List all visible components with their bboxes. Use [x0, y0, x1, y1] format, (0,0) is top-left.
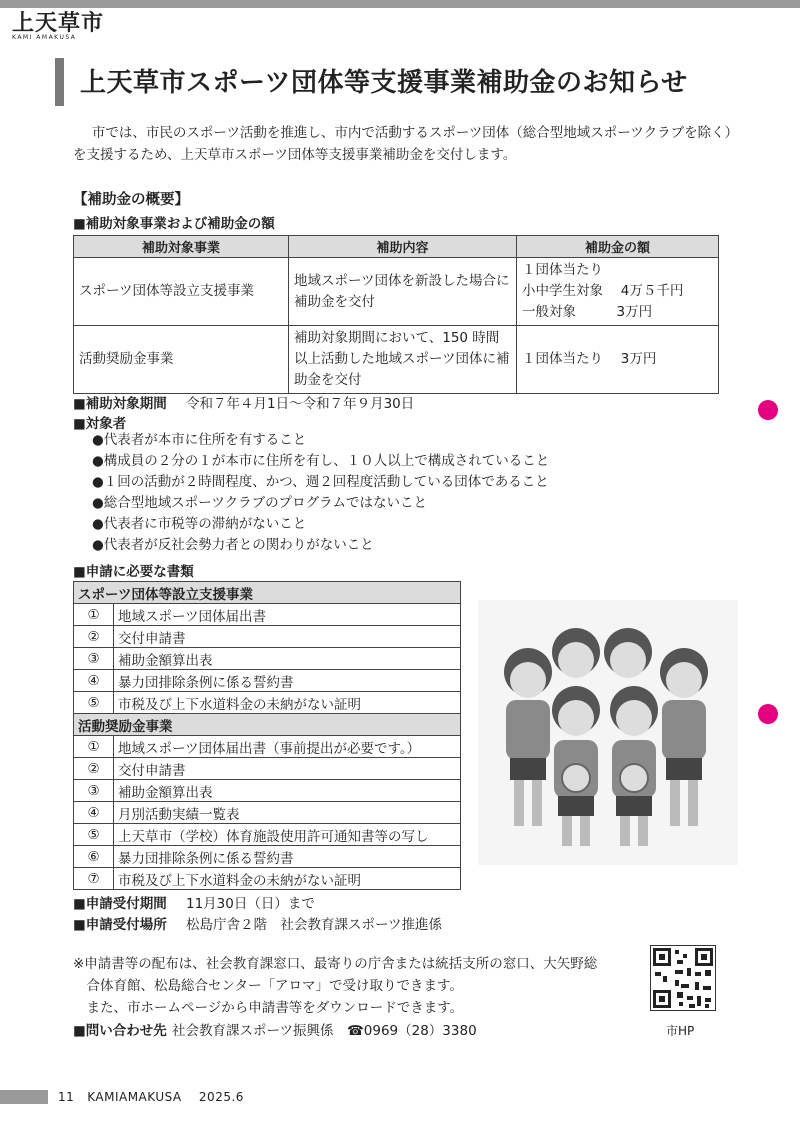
note-line: ※申請書等の配布は、社会教育課窓口、最寄りの庁舎または統括支所の窓口、大矢野総 [73, 956, 598, 972]
qr-code-icon[interactable] [650, 945, 716, 1011]
table-row [74, 326, 719, 394]
table-row [74, 868, 461, 890]
amount-line: 小中学生対象 4万５千円 [522, 283, 684, 299]
overview-heading: 【補助金の概要】 [73, 192, 189, 208]
doc-group-title: スポーツ団体等設立支援事業 [74, 582, 461, 604]
doc-num: ② [74, 758, 114, 780]
grant-amount [517, 326, 719, 394]
grant-col-content: 補助内容 [289, 236, 517, 258]
place-value: 松島庁舎２階 社会教育課スポーツ推進係 [186, 917, 442, 933]
amount-line: １団体当たり 3万円 [522, 351, 657, 367]
table-row [74, 714, 461, 736]
doc-num: ① [74, 604, 114, 626]
table-row [74, 758, 461, 780]
intro-paragraph: 市では、市民のスポーツ活動を推進し、市内で活動するスポーツ団体（総合型地域スポーツクラブを除く）を支援するため、上天草市スポーツ団体等支援事業補助金を交付します。 [73, 125, 732, 163]
distribution-note [73, 953, 633, 1019]
deadline-label: ■申請受付期間 [73, 896, 167, 912]
doc-group-title: 活動奨励金事業 [74, 714, 461, 736]
title-accent-bar [55, 58, 64, 106]
page-footer [58, 1090, 244, 1104]
eligibility-heading: ■対象者 [73, 416, 127, 432]
doc-num: ⑦ [74, 868, 114, 890]
magazine-name: KAMIAMAKUSA [87, 1090, 182, 1104]
table-row [74, 604, 461, 626]
documents-heading: ■申請に必要な書類 [73, 564, 194, 580]
doc-text: 交付申請書 [114, 626, 461, 648]
period-label: ■補助対象期間 [73, 396, 167, 412]
grant-table-header [74, 236, 719, 258]
doc-text: 補助金額算出表 [114, 780, 461, 802]
doc-num: ④ [74, 670, 114, 692]
doc-num: ⑤ [74, 692, 114, 714]
qr-label: 市HP [666, 1024, 695, 1038]
list-item: ●代表者が反社会勢力者との関わりがないこと [92, 537, 374, 553]
issue-date: 2025.6 [198, 1090, 244, 1104]
grant-content: 補助対象期間において、150 時間以上活動した地域スポーツ団体に補助金を交付 [289, 326, 517, 394]
eligibility-list [92, 430, 549, 556]
list-item: ●代表者が本市に住所を有すること [92, 432, 307, 448]
list-item: ●１回の活動が２時間程度、かつ、週２回程度活動している団体であること [92, 474, 549, 490]
contact-label: ■問い合わせ先 [73, 1023, 167, 1039]
page-title: 上天草市スポーツ団体等支援事業補助金のお知らせ [80, 68, 688, 98]
grant-amount [517, 258, 719, 326]
doc-text: 暴力団排除条例に係る誓約書 [114, 670, 461, 692]
grant-project: 活動奨励金事業 [74, 326, 289, 394]
table-row [74, 824, 461, 846]
documents-table [73, 581, 461, 890]
doc-text: 地域スポーツ団体届出書（事前提出が必要です。） [114, 736, 461, 758]
doc-text: 地域スポーツ団体届出書 [114, 604, 461, 626]
doc-text: 交付申請書 [114, 758, 461, 780]
table-row [74, 258, 719, 326]
volleyball-team-illustration [478, 600, 738, 865]
doc-num: ② [74, 626, 114, 648]
grant-heading: ■補助対象事業および補助金の額 [73, 216, 275, 232]
doc-text: 暴力団排除条例に係る誓約書 [114, 846, 461, 868]
grant-table [73, 235, 719, 394]
accent-dot [758, 400, 778, 420]
grant-col-amount: 補助金の額 [517, 236, 719, 258]
list-item: ●構成員の２分の１が本市に住所を有し、１０人以上で構成されていること [92, 453, 550, 469]
list-item: ●総合型地域スポーツクラブのプログラムではないこと [92, 495, 427, 511]
table-row [74, 670, 461, 692]
amount-line: 一般対象 3万円 [522, 304, 653, 320]
table-row [74, 780, 461, 802]
doc-num: ⑤ [74, 824, 114, 846]
table-row [74, 846, 461, 868]
deadline-value: 11月30日（日）まで [186, 896, 315, 912]
doc-text: 補助金額算出表 [114, 648, 461, 670]
grant-project: スポーツ団体等設立支援事業 [74, 258, 289, 326]
list-item: ●代表者に市税等の滞納がないこと [92, 516, 307, 532]
grant-content: 地域スポーツ団体を新設した場合に補助金を交付 [289, 258, 517, 326]
page-number: 11 [58, 1090, 75, 1104]
amount-line: １団体当たり [522, 262, 603, 278]
period-value: 令和７年４月1日～令和７年９月30日 [186, 396, 415, 412]
table-row [74, 582, 461, 604]
doc-num: ① [74, 736, 114, 758]
table-row [74, 648, 461, 670]
logo-sub-text: KAMI AMAKUSA [12, 34, 77, 41]
doc-num: ④ [74, 802, 114, 824]
doc-text: 月別活動実績一覧表 [114, 802, 461, 824]
accent-dot [758, 704, 778, 724]
doc-text: 上天草市（学校）体育施設使用許可通知書等の写し [114, 824, 461, 846]
doc-text: 市税及び上下水道料金の未納がない証明 [114, 868, 461, 890]
city-logo [12, 12, 104, 41]
doc-num: ③ [74, 648, 114, 670]
note-line: また、市ホームページから申請書等をダウンロードできます。 [73, 1000, 464, 1016]
note-line: 合体育館、松島総合センター「アロマ」で受け取りできます。 [73, 978, 463, 994]
doc-text: 市税及び上下水道料金の未納がない証明 [114, 692, 461, 714]
doc-num: ③ [74, 780, 114, 802]
place-label: ■申請受付場所 [73, 917, 167, 933]
table-row [74, 802, 461, 824]
contact-value: 社会教育課スポーツ振興係 ☎0969（28）3380 [172, 1023, 477, 1039]
table-row [74, 626, 461, 648]
grant-col-project: 補助対象事業 [74, 236, 289, 258]
doc-num: ⑥ [74, 846, 114, 868]
table-row [74, 736, 461, 758]
top-bar [0, 0, 800, 8]
table-row [74, 692, 461, 714]
logo-main-text: 上天草市 [12, 11, 105, 36]
footer-bar [0, 1090, 48, 1104]
